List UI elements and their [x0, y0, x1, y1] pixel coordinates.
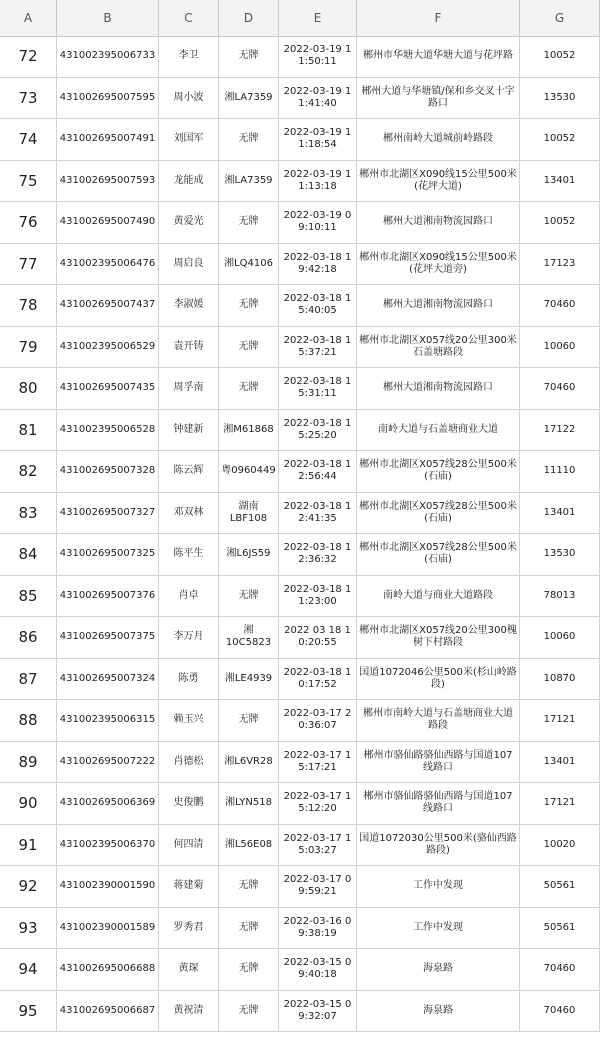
- plate-cell[interactable]: 无牌: [219, 119, 279, 160]
- id-cell[interactable]: 431002695006687: [57, 991, 159, 1032]
- time-cell[interactable]: 2022-03-18 12:56:44: [279, 451, 357, 492]
- name-cell[interactable]: 黄爱光: [159, 202, 219, 243]
- time-cell[interactable]: 2022-03-18 19:42:18: [279, 244, 357, 285]
- time-cell[interactable]: 2022-03-19 09:10:11: [279, 202, 357, 243]
- plate-cell[interactable]: 湘LA7359: [219, 161, 279, 202]
- row-number-cell[interactable]: 82: [0, 451, 57, 492]
- plate-cell[interactable]: 湘LE4939: [219, 659, 279, 700]
- name-cell[interactable]: 李卫: [159, 36, 219, 77]
- code-cell[interactable]: 78013: [520, 576, 600, 617]
- id-cell[interactable]: 431002395006733: [57, 36, 159, 77]
- row-number-cell[interactable]: 91: [0, 825, 57, 866]
- code-cell[interactable]: 50561: [520, 866, 600, 907]
- name-cell[interactable]: 李万月: [159, 617, 219, 658]
- name-cell[interactable]: 何四清: [159, 825, 219, 866]
- location-cell[interactable]: 南岭大道与商业大道路段: [357, 576, 520, 617]
- plate-cell[interactable]: 湘LQ4106: [219, 244, 279, 285]
- time-cell[interactable]: 2022 03 18 10:20:55: [279, 617, 357, 658]
- table-row: [0, 78, 600, 120]
- code-cell[interactable]: 70460: [520, 368, 600, 409]
- time-cell[interactable]: 2022-03-17 20:36:07: [279, 700, 357, 741]
- plate-cell[interactable]: 无牌: [219, 36, 279, 77]
- time-cell[interactable]: 2022-03-18 12:41:35: [279, 493, 357, 534]
- row-number-cell[interactable]: 80: [0, 368, 57, 409]
- code-cell[interactable]: 10052: [520, 119, 600, 160]
- id-cell[interactable]: 431002695007490: [57, 202, 159, 243]
- row-number-cell[interactable]: 84: [0, 534, 57, 575]
- location-cell[interactable]: 国道1072030公里500米(骆仙西路路段): [357, 825, 520, 866]
- plate-cell[interactable]: 无牌: [219, 576, 279, 617]
- code-cell[interactable]: 10052: [520, 36, 600, 77]
- table-row: [0, 451, 600, 493]
- row-number-cell[interactable]: 89: [0, 742, 57, 783]
- spreadsheet-grid: [0, 36, 600, 1032]
- column-header-f[interactable]: F: [357, 0, 520, 36]
- plate-cell[interactable]: 无牌: [219, 908, 279, 949]
- time-cell[interactable]: 2022-03-18 15:40:05: [279, 285, 357, 326]
- column-header-bar: [0, 0, 600, 37]
- time-cell[interactable]: 2022-03-18 15:25:20: [279, 410, 357, 451]
- code-cell[interactable]: 10052: [520, 202, 600, 243]
- id-cell[interactable]: 431002695007593: [57, 161, 159, 202]
- id-cell[interactable]: 431002695006688: [57, 949, 159, 990]
- code-cell[interactable]: 13530: [520, 534, 600, 575]
- location-cell[interactable]: 南岭大道与石盖塘商业大道: [357, 410, 520, 451]
- time-cell[interactable]: 2022-03-17 15:03:27: [279, 825, 357, 866]
- id-cell[interactable]: 431002695007327: [57, 493, 159, 534]
- table-row: [0, 368, 600, 410]
- location-cell[interactable]: 郴州市北湖区X057线20公里300米石盖塘路段: [357, 327, 520, 368]
- table-row: [0, 410, 600, 452]
- column-header-g[interactable]: G: [520, 0, 600, 36]
- id-cell[interactable]: 431002695007437: [57, 285, 159, 326]
- row-number-cell[interactable]: 76: [0, 202, 57, 243]
- name-cell[interactable]: 周孚南: [159, 368, 219, 409]
- name-cell[interactable]: 肖卓: [159, 576, 219, 617]
- time-cell[interactable]: 2022-03-17 09:59:21: [279, 866, 357, 907]
- table-row: [0, 285, 600, 327]
- table-row: [0, 36, 600, 78]
- plate-cell[interactable]: 无牌: [219, 866, 279, 907]
- row-number-cell[interactable]: 79: [0, 327, 57, 368]
- table-row: [0, 742, 600, 784]
- code-cell[interactable]: 10060: [520, 617, 600, 658]
- id-cell[interactable]: 431002695006369: [57, 783, 159, 824]
- plate-cell[interactable]: 湘L56E08: [219, 825, 279, 866]
- location-cell[interactable]: 海泉路: [357, 949, 520, 990]
- id-cell[interactable]: 431002395006476: [57, 244, 159, 285]
- plate-cell[interactable]: 无牌: [219, 949, 279, 990]
- plate-cell[interactable]: 湖南LBF108: [219, 493, 279, 534]
- row-number-cell[interactable]: 78: [0, 285, 57, 326]
- name-cell[interactable]: 肖德松: [159, 742, 219, 783]
- row-number-cell[interactable]: 77: [0, 244, 57, 285]
- name-cell[interactable]: 陈平生: [159, 534, 219, 575]
- code-cell[interactable]: 50561: [520, 908, 600, 949]
- name-cell[interactable]: 龙能成: [159, 161, 219, 202]
- time-cell[interactable]: 2022-03-17 15:17:21: [279, 742, 357, 783]
- plate-cell[interactable]: 湘LA7359: [219, 78, 279, 119]
- location-cell[interactable]: 郴州大道湘南物流园路口: [357, 285, 520, 326]
- time-cell[interactable]: 2022-03-17 15:12:20: [279, 783, 357, 824]
- table-row: [0, 327, 600, 369]
- name-cell[interactable]: 罗秀君: [159, 908, 219, 949]
- table-row: [0, 659, 600, 701]
- row-number-cell[interactable]: 86: [0, 617, 57, 658]
- plate-cell[interactable]: 粤0960449: [219, 451, 279, 492]
- time-cell[interactable]: 2022-03-19 11:50:11: [279, 36, 357, 77]
- plate-cell[interactable]: 湘L6VR28: [219, 742, 279, 783]
- table-row: [0, 866, 600, 908]
- row-number-cell[interactable]: 85: [0, 576, 57, 617]
- row-number-cell[interactable]: 94: [0, 949, 57, 990]
- code-cell[interactable]: 17123: [520, 244, 600, 285]
- column-header-d[interactable]: D: [219, 0, 279, 36]
- column-header-b[interactable]: B: [57, 0, 159, 36]
- table-row: [0, 161, 600, 203]
- id-cell[interactable]: 431002395006528: [57, 410, 159, 451]
- time-cell[interactable]: 2022-03-16 09:38:19: [279, 908, 357, 949]
- name-cell[interactable]: 邓双林: [159, 493, 219, 534]
- location-cell[interactable]: 郴州大道与华塘镇/保和乡交叉十字路口: [357, 78, 520, 119]
- plate-cell[interactable]: 无牌: [219, 202, 279, 243]
- name-cell[interactable]: 史俊鹏: [159, 783, 219, 824]
- location-cell[interactable]: 郴州市南岭大道与石盖塘商业大道路段: [357, 700, 520, 741]
- id-cell[interactable]: 431002395006370: [57, 825, 159, 866]
- table-row: [0, 825, 600, 867]
- code-cell[interactable]: 70460: [520, 949, 600, 990]
- row-number-cell[interactable]: 90: [0, 783, 57, 824]
- code-cell[interactable]: 17121: [520, 700, 600, 741]
- location-cell[interactable]: 郴州南岭大道城前岭路段: [357, 119, 520, 160]
- time-cell[interactable]: 2022-03-15 09:40:18: [279, 949, 357, 990]
- plate-cell[interactable]: 湘LYN518: [219, 783, 279, 824]
- plate-cell[interactable]: 无牌: [219, 991, 279, 1032]
- id-cell[interactable]: 431002395006315: [57, 700, 159, 741]
- table-row: [0, 493, 600, 535]
- name-cell[interactable]: 陈云辉: [159, 451, 219, 492]
- column-header-c[interactable]: C: [159, 0, 219, 36]
- code-cell[interactable]: 70460: [520, 285, 600, 326]
- table-row: [0, 576, 600, 618]
- id-cell[interactable]: 431002695007324: [57, 659, 159, 700]
- id-cell[interactable]: 431002695007595: [57, 78, 159, 119]
- name-cell[interactable]: 赖玉兴: [159, 700, 219, 741]
- time-cell[interactable]: 2022-03-18 12:36:32: [279, 534, 357, 575]
- name-cell[interactable]: 黄祝清: [159, 991, 219, 1032]
- column-header-a[interactable]: A: [0, 0, 57, 36]
- table-row: [0, 202, 600, 244]
- plate-cell[interactable]: 湘10C5823: [219, 617, 279, 658]
- code-cell[interactable]: 11110: [520, 451, 600, 492]
- table-row: [0, 991, 600, 1033]
- location-cell[interactable]: 郴州市北湖区X057线20公里300槐树下村路段: [357, 617, 520, 658]
- code-cell[interactable]: 13401: [520, 493, 600, 534]
- location-cell[interactable]: 郴州市骆仙路骆仙西路与国道107线路口: [357, 742, 520, 783]
- row-number-cell[interactable]: 88: [0, 700, 57, 741]
- code-cell[interactable]: 13530: [520, 78, 600, 119]
- plate-cell[interactable]: 无牌: [219, 368, 279, 409]
- location-cell[interactable]: 郴州大道湘南物流园路口: [357, 368, 520, 409]
- row-number-cell[interactable]: 73: [0, 78, 57, 119]
- table-row: [0, 949, 600, 991]
- plate-cell[interactable]: 湘M61868: [219, 410, 279, 451]
- time-cell[interactable]: 2022-03-18 10:17:52: [279, 659, 357, 700]
- table-row: [0, 700, 600, 742]
- code-cell[interactable]: 70460: [520, 991, 600, 1032]
- name-cell[interactable]: 刘国军: [159, 119, 219, 160]
- code-cell[interactable]: 13401: [520, 161, 600, 202]
- code-cell[interactable]: 17121: [520, 783, 600, 824]
- id-cell[interactable]: 431002695007222: [57, 742, 159, 783]
- location-cell[interactable]: 国道1072046公里500米(杉山岭路段): [357, 659, 520, 700]
- code-cell[interactable]: 10020: [520, 825, 600, 866]
- time-cell[interactable]: 2022-03-18 15:37:21: [279, 327, 357, 368]
- id-cell[interactable]: 431002695007325: [57, 534, 159, 575]
- table-row: [0, 908, 600, 950]
- time-cell[interactable]: 2022-03-18 11:23:00: [279, 576, 357, 617]
- location-cell[interactable]: 郴州市北湖区X090线15公里500米(花坪大道旁): [357, 244, 520, 285]
- table-row: [0, 119, 600, 161]
- location-cell[interactable]: 海泉路: [357, 991, 520, 1032]
- time-cell[interactable]: 2022-03-18 15:31:11: [279, 368, 357, 409]
- plate-cell[interactable]: 湘L6JS59: [219, 534, 279, 575]
- row-number-cell[interactable]: 75: [0, 161, 57, 202]
- id-cell[interactable]: 431002695007435: [57, 368, 159, 409]
- location-cell[interactable]: 郴州市北湖区X090线15公里500米(花坪大道): [357, 161, 520, 202]
- code-cell[interactable]: 10870: [520, 659, 600, 700]
- name-cell[interactable]: 周启良: [159, 244, 219, 285]
- id-cell[interactable]: 431002695007376: [57, 576, 159, 617]
- id-cell[interactable]: 431002390001589: [57, 908, 159, 949]
- row-number-cell[interactable]: 83: [0, 493, 57, 534]
- time-cell[interactable]: 2022-03-19 11:18:54: [279, 119, 357, 160]
- row-number-cell[interactable]: 81: [0, 410, 57, 451]
- name-cell[interactable]: 黄琛: [159, 949, 219, 990]
- name-cell[interactable]: 蒋建菊: [159, 866, 219, 907]
- table-row: [0, 244, 600, 286]
- location-cell[interactable]: 郴州市华塘大道华塘大道与花坪路: [357, 36, 520, 77]
- name-cell[interactable]: 袁开铸: [159, 327, 219, 368]
- column-header-e[interactable]: E: [279, 0, 357, 36]
- location-cell[interactable]: 郴州市北湖区X057线28公里500米(石庙): [357, 451, 520, 492]
- time-cell[interactable]: 2022-03-15 09:32:07: [279, 991, 357, 1032]
- row-number-cell[interactable]: 92: [0, 866, 57, 907]
- id-cell[interactable]: 431002695007328: [57, 451, 159, 492]
- name-cell[interactable]: 陈勇: [159, 659, 219, 700]
- row-number-cell[interactable]: 72: [0, 36, 57, 77]
- id-cell[interactable]: 431002395006529: [57, 327, 159, 368]
- id-cell[interactable]: 431002390001590: [57, 866, 159, 907]
- row-number-cell[interactable]: 93: [0, 908, 57, 949]
- name-cell[interactable]: 李淑媛: [159, 285, 219, 326]
- time-cell[interactable]: 2022-03-19 11:13:18: [279, 161, 357, 202]
- table-row: [0, 534, 600, 576]
- table-row: [0, 783, 600, 825]
- location-cell[interactable]: 郴州市北湖区X057线28公里500米(石庙): [357, 493, 520, 534]
- name-cell[interactable]: 周小波: [159, 78, 219, 119]
- location-cell[interactable]: 工作中发现: [357, 908, 520, 949]
- plate-cell[interactable]: 无牌: [219, 327, 279, 368]
- id-cell[interactable]: 431002695007375: [57, 617, 159, 658]
- code-cell[interactable]: 10060: [520, 327, 600, 368]
- row-number-cell[interactable]: 87: [0, 659, 57, 700]
- row-number-cell[interactable]: 95: [0, 991, 57, 1032]
- location-cell[interactable]: 工作中发现: [357, 866, 520, 907]
- plate-cell[interactable]: 无牌: [219, 700, 279, 741]
- location-cell[interactable]: 郴州市骆仙路骆仙西路与国道107线路口: [357, 783, 520, 824]
- table-row: [0, 617, 600, 659]
- location-cell[interactable]: 郴州大道湘南物流园路口: [357, 202, 520, 243]
- plate-cell[interactable]: 无牌: [219, 285, 279, 326]
- code-cell[interactable]: 13401: [520, 742, 600, 783]
- name-cell[interactable]: 钟建新: [159, 410, 219, 451]
- id-cell[interactable]: 431002695007491: [57, 119, 159, 160]
- time-cell[interactable]: 2022-03-19 11:41:40: [279, 78, 357, 119]
- location-cell[interactable]: 郴州市北湖区X057线28公里500米(石庙): [357, 534, 520, 575]
- code-cell[interactable]: 17122: [520, 410, 600, 451]
- row-number-cell[interactable]: 74: [0, 119, 57, 160]
